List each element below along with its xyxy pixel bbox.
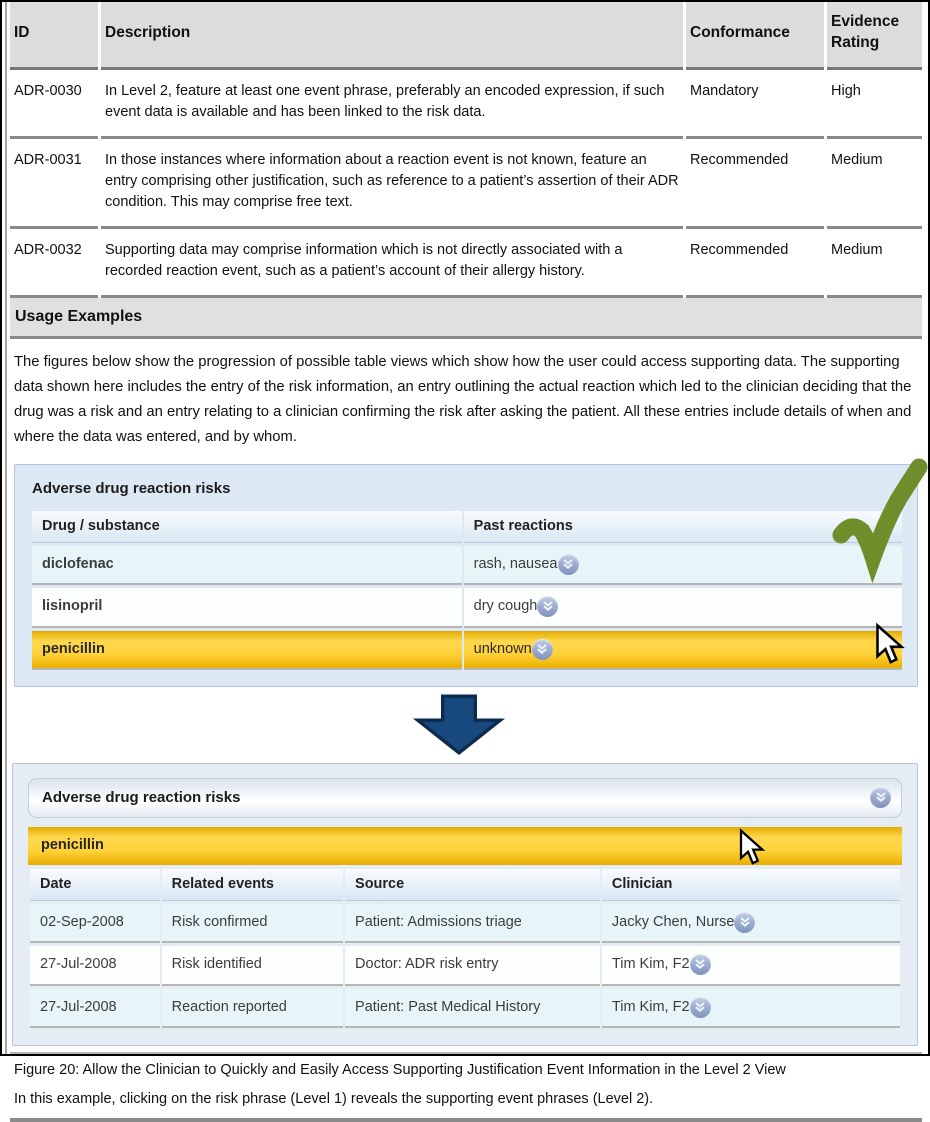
col-header-related-events: Related events [162, 869, 343, 901]
event-name: Risk identified [162, 946, 343, 985]
table-row [10, 229, 922, 298]
event-date: 02-Sep-2008 [30, 904, 160, 943]
figures-row [10, 339, 922, 1054]
req-conformance: Recommended [686, 139, 824, 229]
expand-chevron-icon[interactable] [690, 954, 711, 975]
figure-caption: Figure 20: Allow the Clinician to Quickly and Easily Access Supporting Justification Event Information in the Level 2 View [14, 1061, 786, 1078]
event-row[interactable] [30, 946, 900, 985]
col-header-description: Description [101, 2, 683, 70]
req-evidence-rating: High [827, 70, 922, 139]
event-date: 27-Jul-2008 [30, 946, 160, 985]
drug-name[interactable]: lisinopril [32, 588, 462, 627]
col-header-conformance: Conformance [686, 2, 824, 70]
expand-chevron-icon[interactable] [690, 997, 711, 1018]
event-source: Doctor: ADR risk entry [345, 946, 600, 985]
col-header-past-reactions: Past reactions [464, 511, 902, 543]
drug-name[interactable]: diclofenac [32, 546, 462, 585]
event-name: Reaction reported [162, 989, 343, 1028]
col-header-date: Date [30, 869, 160, 901]
panel2-titlebar[interactable] [28, 778, 902, 818]
panel2-title: Adverse drug reaction risks [42, 789, 241, 807]
req-description: In those instances where information about a reaction event is not known, feature an entry comprising other justification, such as reference to a patient’s assertion of their ADR condition. This may comprise free text. [101, 139, 683, 229]
col-header-drug: Drug / substance [32, 511, 462, 543]
adr-risks-table [30, 508, 904, 673]
selected-drug-name: penicillin [41, 837, 104, 854]
table-row [10, 139, 922, 229]
event-source: Patient: Past Medical History [345, 989, 600, 1028]
drug-row-diclofenac[interactable] [32, 546, 902, 585]
req-id: ADR-0031 [10, 139, 98, 229]
drug-name[interactable]: penicillin [32, 631, 462, 670]
drug-row-penicillin-highlighted[interactable] [32, 631, 902, 670]
document-body [5, 2, 925, 1107]
figure-caption-row [10, 1054, 922, 1122]
event-clinician: Tim Kim, F2 [611, 998, 690, 1015]
past-reactions: dry cough [473, 598, 538, 615]
supporting-events-table [28, 866, 902, 1031]
event-source: Patient: Admissions triage [345, 904, 600, 943]
progression-arrow-zone [12, 687, 920, 763]
col-header-id: ID [10, 2, 98, 70]
col-header-evidence-rating: Evidence Rating [827, 2, 922, 70]
req-evidence-rating: Medium [827, 229, 922, 298]
usage-examples-row [10, 298, 922, 339]
requirements-header-row [10, 2, 922, 70]
figure-caption-note: In this example, clicking on the risk phrase (Level 1) reveals the supporting event phrases (Level 2). [14, 1090, 654, 1107]
event-row[interactable] [30, 989, 900, 1028]
adr-risks-level1-panel [14, 464, 918, 687]
req-description: In Level 2, feature at least one event phrase, preferably an encoded expression, if such event data is available and has been linked to the risk data. [101, 70, 683, 139]
event-name: Risk confirmed [162, 904, 343, 943]
expand-chevron-icon[interactable] [532, 639, 553, 660]
req-conformance: Mandatory [686, 70, 824, 139]
req-conformance: Recommended [686, 229, 824, 298]
adr-risks-header-row [32, 511, 902, 543]
selected-drug-bar[interactable] [28, 827, 902, 865]
event-clinician: Tim Kim, F2 [611, 956, 690, 973]
collapse-chevron-icon[interactable] [870, 787, 891, 808]
adr-risks-level2-panel [12, 763, 918, 1046]
table-row [10, 70, 922, 139]
cursor-icon [873, 623, 909, 667]
event-row[interactable] [30, 904, 900, 943]
down-arrow-icon [411, 694, 507, 756]
cursor-icon [737, 828, 769, 868]
expand-chevron-icon[interactable] [558, 554, 579, 575]
req-evidence-rating: Medium [827, 139, 922, 229]
event-clinician: Jacky Chen, Nurse [611, 913, 735, 930]
col-header-clinician: Clinician [602, 869, 900, 901]
past-reactions: unknown [473, 640, 532, 657]
usage-examples-heading: Usage Examples [10, 298, 922, 339]
past-reactions: rash, nausea [473, 556, 558, 572]
req-id: ADR-0032 [10, 229, 98, 298]
event-date: 27-Jul-2008 [30, 989, 160, 1028]
req-description: Supporting data may comprise information which is not directly associated with a recorded reaction event, such as a patient’s account of their allergy history. [101, 229, 683, 298]
drug-row-lisinopril[interactable] [32, 588, 902, 627]
events-header-row [30, 869, 900, 901]
expand-chevron-icon[interactable] [537, 596, 558, 617]
usage-intro-text: The figures below show the progression of possible table views which show how the user could access supporting data. The supporting data shown here includes the entry of the risk information, an entry outlining the actual reaction which led to the clinician deciding that the drug was a risk and an entry relating to a clinician confirming the risk after asking the patient. All these entries include details of when and where the data was entered, and by whom. [14, 354, 912, 445]
req-id: ADR-0030 [10, 70, 98, 139]
col-header-source: Source [345, 869, 600, 901]
requirements-table [7, 2, 925, 1122]
panel1-title: Adverse drug reaction risks [32, 480, 231, 497]
expand-chevron-icon[interactable] [734, 912, 755, 933]
